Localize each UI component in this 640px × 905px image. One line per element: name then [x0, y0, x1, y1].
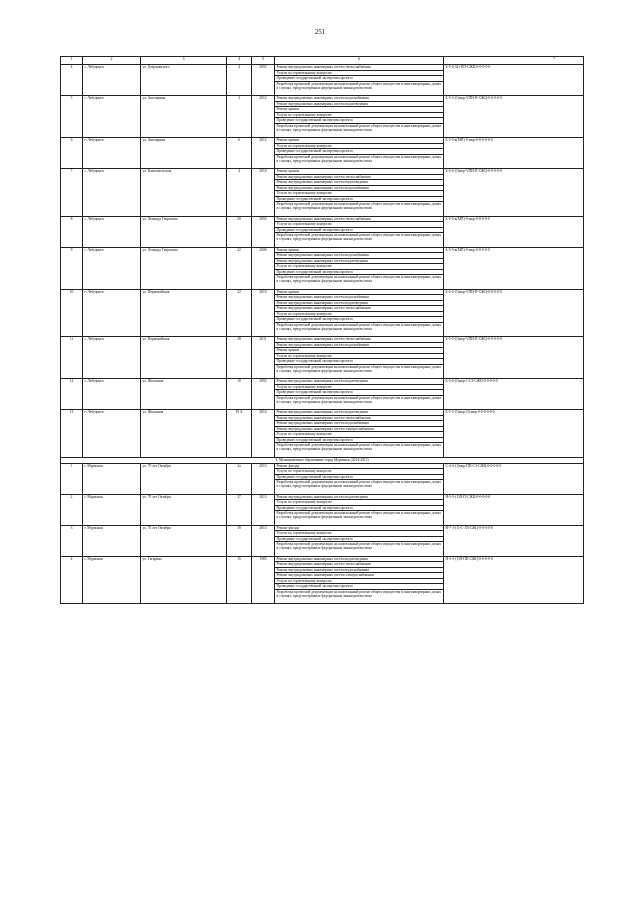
page-number: 251: [314, 28, 326, 36]
house-number-cell: 39: [227, 525, 252, 556]
city-cell: г. Лебединск: [83, 379, 141, 410]
street-cell: ул. Заполярная: [141, 96, 227, 138]
table-row: [61, 96, 584, 102]
row-number: 8: [61, 216, 83, 247]
row-number: 7: [61, 169, 83, 217]
work-type-cell: Разработка проектной документации на капитальный ремонт общего имущества в многоквартирных домах в случаях, предусмотренных федеральным законодательством: [275, 511, 444, 526]
row-number: 10: [61, 289, 83, 337]
work-type-cell: Услуги по строительному контролю: [275, 578, 444, 584]
work-type-cell: Проведение государственной экспертизы проекта: [275, 505, 444, 511]
section-title: 3. Муниципальное образование город Мурманск (2014-2015): [61, 457, 584, 463]
city-cell: г. Лебединск: [83, 337, 141, 379]
work-type-cell: Проведение государственной экспертизы проекта: [275, 437, 444, 443]
table-row: [61, 379, 584, 385]
city-cell: г. Мурманск: [83, 463, 141, 494]
work-type-cell: Разработка проектной документации на капитальный ремонт общего имущества в многоквартирных домах в случаях, предусмотренных федеральным законодательством: [275, 233, 444, 248]
house-number-cell: 19 А: [227, 410, 252, 458]
work-type-cell: Ремонт внутридомовых инженерных систем водоснабжения: [275, 421, 444, 427]
street-cell: ул. Дзержинского: [141, 65, 227, 96]
work-type-cell: Ремонт внутридомовых инженерных систем электроснабжения: [275, 426, 444, 432]
work-type-cell: Ремонт внутридомовых инженерных систем теплоснабжения: [275, 306, 444, 312]
classification-code-cell: Б-4-4-(1)мкр-VПН-П-СЖЦ-0-0-0-0-0: [444, 169, 584, 217]
row-number: 1: [61, 463, 83, 494]
house-number-cell: 2а: [227, 463, 252, 494]
work-type-cell: Услуги по строительному контролю: [275, 469, 444, 475]
work-type-cell: Проведение государственной экспертизы проекта: [275, 227, 444, 233]
house-number-cell: 22: [227, 247, 252, 289]
work-type-cell: Ремонт внутридомовых инженерных систем водоснабжения: [275, 185, 444, 191]
work-type-cell: Услуги по строительному контролю: [275, 384, 444, 390]
city-cell: г. Мурманск: [83, 525, 141, 556]
classification-code-cell: Н-5-5-(1)П-ПП-СЖЦ-0-0-0-0-0: [444, 556, 584, 604]
work-type-cell: Ремонт внутридомовых инженерных систем водоснабжения: [275, 567, 444, 573]
work-type-cell: Услуги по строительному контролю: [275, 311, 444, 317]
year-cell: 2013: [252, 494, 275, 525]
classification-code-cell: Б-4-4-(1)мкр-VПН-П-СЖЦ-0-0-0-0-0: [444, 289, 584, 337]
work-type-cell: Ремонт крыши: [275, 289, 444, 295]
work-type-cell: Ремонт внутридомовых инженерных систем электроснабжения: [275, 573, 444, 579]
row-number: 11: [61, 337, 83, 379]
row-number: 12: [61, 379, 83, 410]
street-cell: ул. 70 лет Октября: [141, 525, 227, 556]
work-type-cell: Проведение государственной экспертизы проекта: [275, 149, 444, 155]
work-type-cell: Ремонт крыши: [275, 138, 444, 144]
work-type-cell: Проведение государственной экспертизы проекта: [275, 390, 444, 396]
house-number-cell: 15: [227, 556, 252, 604]
street-cell: ул. 70 лет Октября: [141, 463, 227, 494]
work-type-cell: Ремонт крыши: [275, 169, 444, 175]
column-number-row: [61, 57, 584, 65]
work-type-cell: Разработка проектной документации на капитальный ремонт общего имущества в многоквартирных домах в случаях, предусмотренных федеральным законодательством: [275, 154, 444, 169]
street-cell: ул. Леонида Гаврилова: [141, 216, 227, 247]
work-type-cell: Ремонт внутридомовых инженерных систем водоснабжения: [275, 96, 444, 102]
work-type-cell: Разработка проектной документации на капитальный ремонт общего имущества в многоквартирных домах в случаях, предусмотренных федеральным законодательством: [275, 443, 444, 458]
classification-code-cell: С-4-4-(1)мкр-ПП-СЗ-СЖЦ-0-0-0-0-0: [444, 463, 584, 494]
city-cell: г. Лебединск: [83, 96, 141, 138]
work-type-cell: Услуги по строительному контролю: [275, 222, 444, 228]
work-type-cell: Услуги по строительному контролю: [275, 70, 444, 76]
work-type-cell: Ремонт крыши: [275, 247, 444, 253]
work-type-cell: Ремонт внутридомовых инженерных систем водоотведения: [275, 494, 444, 500]
year-cell: 2010: [252, 289, 275, 337]
work-type-cell: Проведение государственной экспертизы проекта: [275, 359, 444, 365]
year-cell: 2011: [252, 337, 275, 379]
work-type-cell: Проведение государственной экспертизы проекта: [275, 269, 444, 275]
house-number-cell: 4: [227, 169, 252, 217]
work-type-cell: Услуги по строительному контролю: [275, 264, 444, 270]
work-type-cell: Ремонт внутридомовых инженерных систем водоснабжения: [275, 253, 444, 259]
house-number-cell: 28: [227, 337, 252, 379]
street-cell: ул. Заполярная: [141, 138, 227, 169]
year-cell: 2013: [252, 525, 275, 556]
city-cell: г. Мурманск: [83, 494, 141, 525]
house-number-cell: 22: [227, 289, 252, 337]
year-cell: 2012: [252, 96, 275, 138]
work-type-cell: Разработка проектной документации на капитальный ремонт общего имущества в многоквартирных домах в случаях, предусмотренных федеральным законодательством: [275, 123, 444, 138]
work-type-cell: Разработка проектной документации на капитальный ремонт общего имущества в многоквартирных домах в случаях, предусмотренных федеральным законодательством: [275, 542, 444, 557]
classification-code-cell: Б-3-4-(1)мкр-1-СЗ-СЖЦ-0-0-0-0-0: [444, 379, 584, 410]
work-type-cell: Услуги по строительному контролю: [275, 143, 444, 149]
row-number: 6: [61, 138, 83, 169]
work-type-cell: Разработка проектной документации на капитальный ремонт общего имущества в многоквартирных домах в случаях, предусмотренных федеральным законодательством: [275, 589, 444, 604]
classification-code-cell: Б-5-3-(1)мкр-VПН-П-СЖЦ-0-0-0-0-0: [444, 337, 584, 379]
work-type-cell: Ремонт внутридомовых инженерных систем водоотведения: [275, 101, 444, 107]
city-cell: г. Лебединск: [83, 410, 141, 458]
work-type-cell: Услуги по строительному контролю: [275, 432, 444, 438]
work-type-cell: Проведение государственной экспертизы проекта: [275, 317, 444, 323]
work-type-cell: Проведение государственной экспертизы проекта: [275, 76, 444, 82]
year-cell: 2014: [252, 410, 275, 458]
classification-code-cell: Н-5-5-(1)П-П-СЖЦ-0-0-0-0-0: [444, 494, 584, 525]
work-type-cell: Ремонт внутридомовых инженерных систем теплоснабжения: [275, 65, 444, 71]
street-cell: ул. Первомайская: [141, 337, 227, 379]
table-row: [61, 65, 584, 71]
street-cell: ул. Гагарина: [141, 556, 227, 604]
street-cell: ул. Школьная: [141, 410, 227, 458]
city-cell: г. Лебединск: [83, 169, 141, 217]
column-number: 1: [61, 57, 83, 65]
work-type-cell: Разработка проектной документации на капитальный ремонт общего имущества в многоквартирных домах в случаях, предусмотренных федеральным законодательством: [275, 202, 444, 217]
work-type-cell: Услуги по строительному контролю: [275, 500, 444, 506]
work-type-cell: Ремонт внутридомовых инженерных систем теплоснабжения: [275, 174, 444, 180]
classification-code-cell: Б-5-3-(1)мкр-VПН-П-СЖЦ-0-0-0-0-0: [444, 96, 584, 138]
work-type-cell: Проведение государственной экспертизы проекта: [275, 196, 444, 202]
work-type-cell: Ремонт внутридомовых инженерных систем теплоснабжения: [275, 562, 444, 568]
table-row: [61, 556, 584, 562]
work-type-cell: Ремонт внутридомовых инженерных систем водоотведения: [275, 556, 444, 562]
street-cell: ул. 70 лет Октября: [141, 494, 227, 525]
work-type-cell: Ремонт крыши: [275, 348, 444, 354]
work-type-cell: Ремонт фасада: [275, 525, 444, 531]
table-row: [61, 216, 584, 222]
city-cell: г. Лебединск: [83, 289, 141, 337]
row-number: 13: [61, 410, 83, 458]
classification-code-cell: Н-7-1-(1)-С-ЛЗ-СЖЦ-0-0-0-0-0: [444, 525, 584, 556]
work-type-cell: Проведение государственной экспертизы проекта: [275, 118, 444, 124]
work-type-cell: Разработка проектной документации на капитальный ремонт общего имущества в многоквартирных домах в случаях, предусмотренных федеральным законодательством: [275, 81, 444, 96]
classification-code-cell: Б-5-1(34)-ПП-СЖЦ-0-0-0-0-0: [444, 65, 584, 96]
work-type-cell: Разработка проектной документации на капитальный ремонт общего имущества в многоквартирных домах в случаях, предусмотренных федеральным законодательством: [275, 395, 444, 410]
work-type-cell: Ремонт внутридомовых инженерных систем водоснабжения: [275, 342, 444, 348]
work-type-cell: Ремонт внутридомовых инженерных систем водоотведения: [275, 180, 444, 186]
work-type-cell: Проведение государственной экспертизы проекта: [275, 474, 444, 480]
year-cell: 2002: [252, 65, 275, 96]
classification-code-cell: Б-5-3-к(МП)-0-мкр-0-0-0-0-0: [444, 247, 584, 289]
house-number-cell: 4: [227, 65, 252, 96]
city-cell: г. Лебединск: [83, 216, 141, 247]
classification-code-cell: Б-5-3-(1)мкр-10-мкр-0-0-0-0-0-0: [444, 410, 584, 458]
house-number-cell: 20: [227, 216, 252, 247]
work-type-cell: Проведение государственной экспертизы проекта: [275, 536, 444, 542]
work-type-cell: Ремонт внутридомовых инженерных систем водоотведения: [275, 379, 444, 385]
column-number: 5: [252, 57, 275, 65]
work-type-cell: Разработка проектной документации на капитальный ремонт общего имущества в многоквартирных домах в случаях, предусмотренных федеральным законодательством: [275, 480, 444, 495]
year-cell: 2005: [252, 216, 275, 247]
column-number: 3: [141, 57, 227, 65]
year-cell: 2010: [252, 169, 275, 217]
row-number: 3: [61, 525, 83, 556]
work-type-cell: Проведение государственной экспертизы проекта: [275, 584, 444, 590]
classification-code-cell: Б-5-3-к(МП)-0-мкр-0-0-0-0-0: [444, 216, 584, 247]
house-number-cell: 37: [227, 494, 252, 525]
work-type-cell: Ремонт крыши: [275, 107, 444, 113]
house-number-cell: 3: [227, 96, 252, 138]
row-number: 5: [61, 96, 83, 138]
work-type-cell: Ремонт внутридомовых инженерных систем водоотведения: [275, 300, 444, 306]
column-number: 7: [444, 57, 584, 65]
city-cell: г. Мурманск: [83, 556, 141, 604]
city-cell: г. Лебединск: [83, 247, 141, 289]
year-cell: 2002: [252, 379, 275, 410]
row-number: 4: [61, 65, 83, 96]
column-number: 4: [227, 57, 252, 65]
table-row: [61, 337, 584, 343]
work-type-cell: Разработка проектной документации на капитальный ремонт общего имущества в многоквартирных домах в случаях, предусмотренных федеральным законодательством: [275, 364, 444, 379]
work-type-cell: Ремонт внутридомовых инженерных систем теплоснабжения: [275, 216, 444, 222]
table-row: [61, 410, 584, 416]
work-type-cell: Разработка проектной документации на капитальный ремонт общего имущества в многоквартирных домах в случаях, предусмотренных федеральным законодательством: [275, 322, 444, 337]
work-type-cell: Ремонт внутридомовых инженерных систем водоотведения: [275, 258, 444, 264]
work-type-cell: Услуги по строительному контролю: [275, 531, 444, 537]
year-cell: 2006: [252, 247, 275, 289]
street-cell: ул. Комсомольская: [141, 169, 227, 217]
year-cell: 2012: [252, 138, 275, 169]
work-type-cell: Ремонт фасада: [275, 463, 444, 469]
classification-code-cell: Б-5-3-к(МП)-0-мкр-0-0-0-0-0-0: [444, 138, 584, 169]
work-type-cell: Ремонт внутридомовых инженерных систем водоотведения: [275, 410, 444, 416]
work-type-cell: Разработка проектной документации на капитальный ремонт общего имущества в многоквартирных домах в случаях, предусмотренных федеральным законодательством: [275, 275, 444, 290]
house-number-cell: 10: [227, 379, 252, 410]
table-row: [61, 494, 584, 500]
row-number: 9: [61, 247, 83, 289]
work-type-cell: Услуги по строительному контролю: [275, 112, 444, 118]
street-cell: ул. Первомайская: [141, 289, 227, 337]
street-cell: ул. Леонида Гаврилова: [141, 247, 227, 289]
city-cell: г. Лебединск: [83, 138, 141, 169]
work-type-cell: Услуги по строительному контролю: [275, 191, 444, 197]
year-cell: 2013: [252, 463, 275, 494]
city-cell: г. Лебединск: [83, 65, 141, 96]
work-type-cell: Ремонт внутридомовых инженерных систем водоснабжения: [275, 295, 444, 301]
work-type-cell: Ремонт внутридомовых инженерных систем теплоснабжения: [275, 415, 444, 421]
street-cell: ул. Школьная: [141, 379, 227, 410]
column-number: 6: [275, 57, 444, 65]
row-number: 4: [61, 556, 83, 604]
column-number: 2: [83, 57, 141, 65]
work-type-cell: Услуги по строительному контролю: [275, 353, 444, 359]
capital-repair-table: [60, 56, 584, 604]
row-number: 2: [61, 494, 83, 525]
year-cell: 1985: [252, 556, 275, 604]
house-number-cell: 6: [227, 138, 252, 169]
work-type-cell: Ремонт внутридомовых инженерных систем теплоснабжения: [275, 337, 444, 343]
